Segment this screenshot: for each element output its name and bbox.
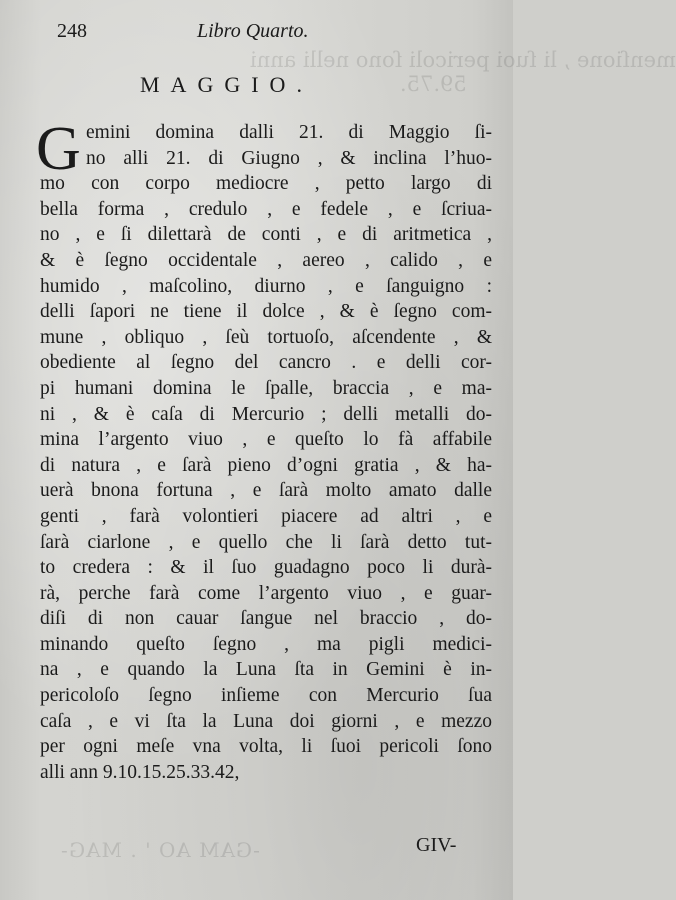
text-line: delli ſapori ne tiene il dolce , & è ſegno com- xyxy=(40,301,492,323)
catchword: GIV- xyxy=(416,834,457,856)
drop-cap: G xyxy=(36,115,81,183)
text-line: minando queſto ſegno , ma pigli medici- xyxy=(40,633,492,655)
page-number: 248 xyxy=(57,20,87,42)
text-line: na , e quando la Luna ſta in Gemini è in- xyxy=(40,659,492,681)
text-line: mina l’argento viuo , e queſto lo fà affabile xyxy=(40,429,492,451)
text-line: mo con corpo mediocre , petto largo di xyxy=(40,173,492,195)
text-line: mune , obliquo , ſeù tortuoſo, aſcendente , & xyxy=(40,326,492,348)
text-line: ni , & è caſa di Mercurio ; delli metalli do- xyxy=(40,403,492,425)
text-line: ſarà ciarlone , e quello che li ſarà detto tut- xyxy=(40,531,492,553)
body-text xyxy=(40,120,492,785)
text-line: emini domina dalli 21. di Maggio ſi- xyxy=(86,122,492,143)
running-title: Libro Quarto. xyxy=(197,20,309,42)
text-line: per ogni meſe vna volta, li ſuoi pericoli ſono xyxy=(40,736,492,758)
text-line: alli ann 9.10.15.25.33.42, xyxy=(40,761,240,783)
text-line: caſa , e vi ſta la Luna doi giorni , e mezzo xyxy=(40,710,492,732)
text-line: uerà bnona fortuna , e ſarà molto amato dalle xyxy=(40,480,492,502)
text-line: no alli 21. di Giugno , & inclina l’huo- xyxy=(86,147,492,169)
text-line: to credera : & il ſuo guadagno poco li durà- xyxy=(40,557,492,579)
show-through-text: menſione , li ſuoi pericoli ſono nelli anni xyxy=(250,48,676,72)
text-line: humido , maſcolino, diurno , e ſanguigno : xyxy=(40,275,492,297)
text-line: pi humani domina le ſpalle, braccia , e ma- xyxy=(40,377,492,399)
text-line: di natura , e ſarà pieno d’ogni gratia , & ha- xyxy=(40,454,492,476)
text-line: no , e ſi dilettarà de conti , e di aritmetica , xyxy=(40,224,492,246)
show-through-text: 59.75. xyxy=(400,72,467,96)
text-line: genti , farà volontieri piacere ad altri , e xyxy=(40,505,492,527)
page-header xyxy=(57,20,475,48)
text-line: & è ſegno occidentale , aereo , calido , e xyxy=(40,249,492,271)
section-heading: MAGGIO. xyxy=(140,72,313,97)
text-line: diſi di non cauar ſangue nel braccio , do- xyxy=(40,608,492,630)
text-line: obediente al ſegno del cancro . e delli cor- xyxy=(40,352,492,374)
show-through-text: -GAM AO ' . MAG- xyxy=(60,838,260,862)
text-line: rà, perche farà come l’argento viuo , e guar- xyxy=(40,582,492,604)
text-line: bella forma , credulo , e fedele , e ſcriua- xyxy=(40,198,492,220)
text-line: pericoloſo ſegno inſieme con Mercurio ſua xyxy=(40,685,492,707)
